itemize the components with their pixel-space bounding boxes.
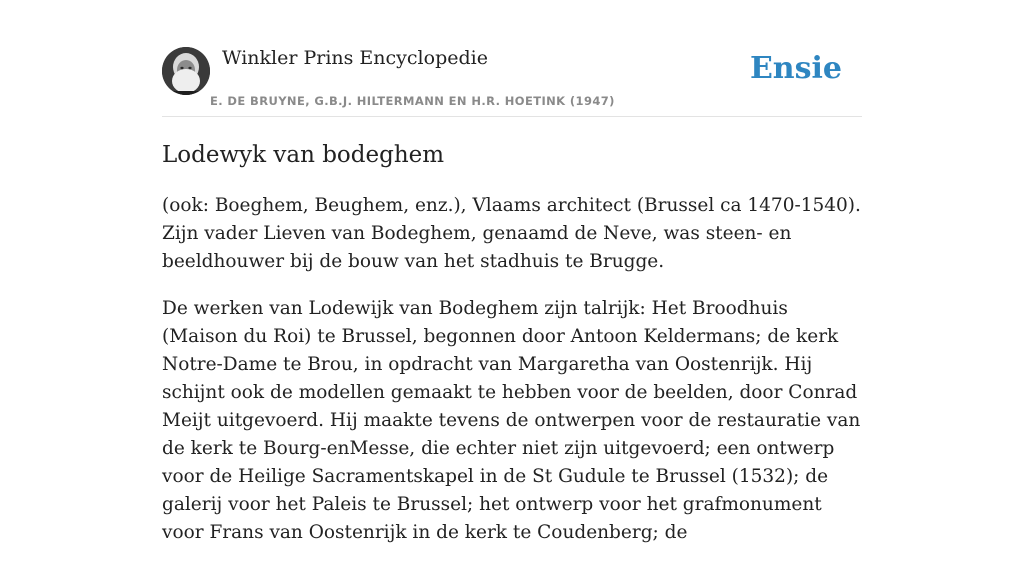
portrait-avatar-icon <box>162 47 210 95</box>
article-title: Lodewyk van bodeghem <box>162 142 445 168</box>
article-body <box>162 192 862 566</box>
authors-line: E. DE BRUYNE, G.B.J. HILTERMANN EN H.R. HOETINK (1947) <box>210 94 615 108</box>
article-paragraph: De werken van Lodewijk van Bodeghem zijn talrijk: Het Broodhuis (Maison du Roi) te Brussel, begonnen door Antoon Keldermans; de kerk Notre-Dame te Brou, in opdracht van Margaretha van Oostenrijk. Hij schijnt ook de modellen gemaakt te hebben voor de beelden, door Conrad Meijt uitgevoerd. Hij maakte tevens de ontwerpen voor de restauratie van de kerk te Bourg-enMesse, die echter niet zijn uitgevoerd; een ontwerp voor de Heilige Sacramentskapel in de St Gudule te Brussel (1532); de galerij voor het Paleis te Brussel; het ontwerp voor het grafmonument voor Frans van Oostenrijk in de kerk te Coudenberg; de <box>162 298 861 543</box>
header <box>162 0 862 117</box>
brand-logo-link[interactable]: Ensie <box>749 51 842 86</box>
article-paragraph: (ook: Boeghem, Beughem, enz.), Vlaams architect (Brussel ca 1470-1540). Zijn vader Lieven van Bodeghem, genaamd de Neve, was steen- en beeldhouwer bij de bouw van het stadhuis te Brugge. <box>162 195 861 272</box>
page <box>162 0 862 543</box>
book-title[interactable]: Winkler Prins Encyclopedie <box>222 47 488 69</box>
